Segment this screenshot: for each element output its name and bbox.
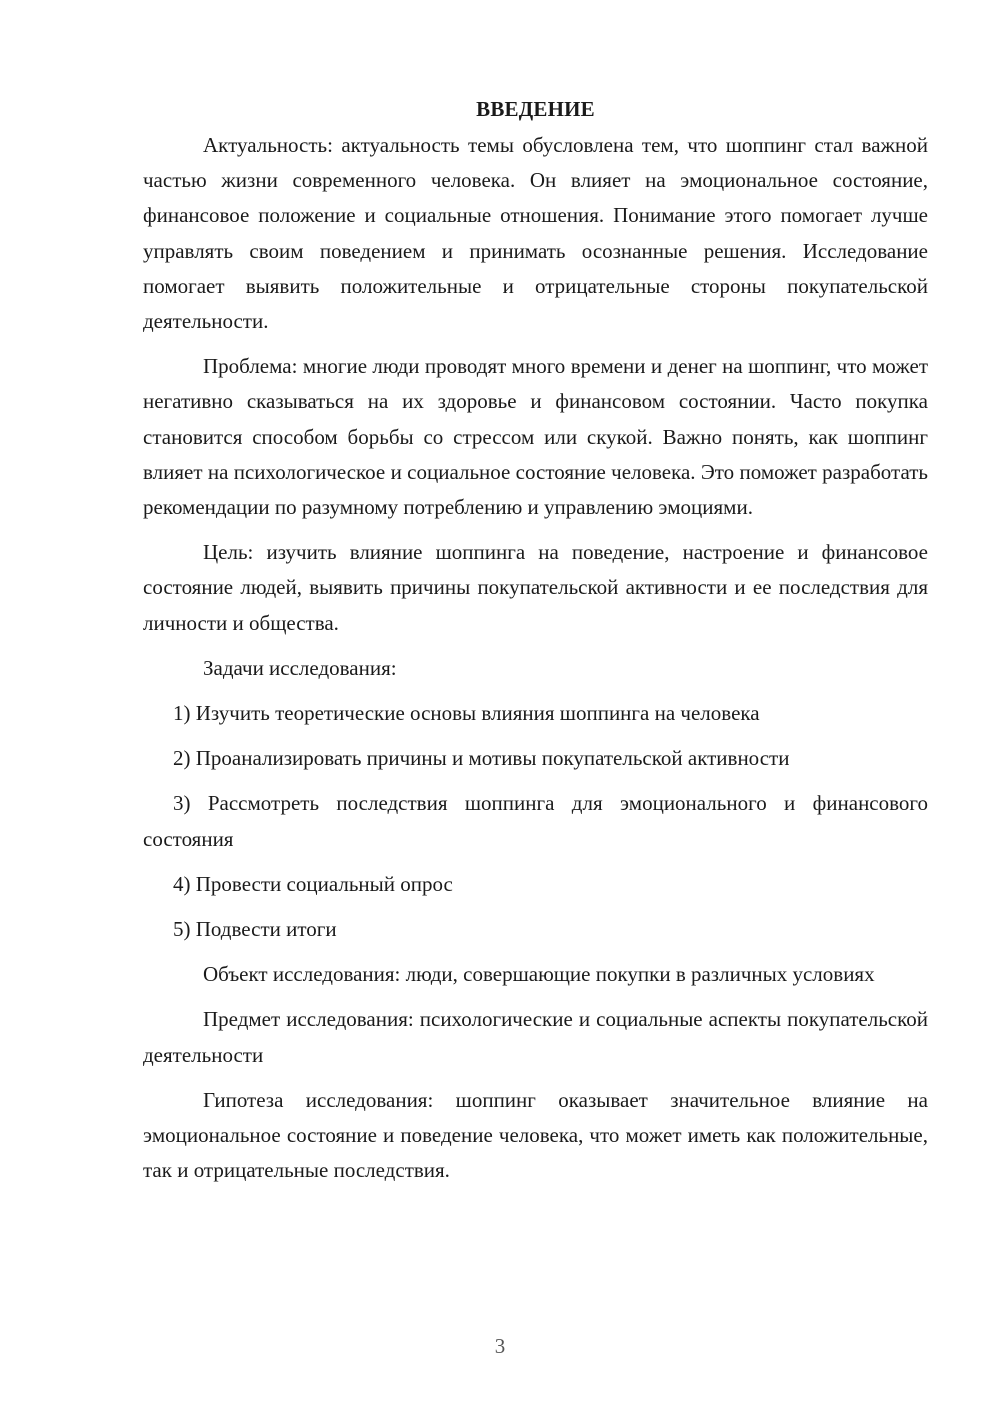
- hypothesis-paragraph: Гипотеза исследования: шоппинг оказывает значительное влияние на эмоциональное состояние и поведение человека, что может иметь как положительные, так и отрицательные последствия.: [143, 1087, 928, 1183]
- problem-paragraph: Проблема: многие люди проводят много времени и денег на шоппинг, что может негативно сказываться на их здоровье и финансовом состоянии. Часто покупка становится способом борьбы со стрессом или скукой. Важно понять, как шоппинг влияет на психологическое и социальное состояние человека. Это поможет разработать рекомендации по разумному потреблению и управлению эмоциями.: [143, 354, 928, 520]
- relevance-paragraph: Актуальность: актуальность темы обусловлена тем, что шоппинг стал важной частью жизни современного человека. Он влияет на эмоциональное состояние, финансовое положение и социальные отношения. Понимание этого помогает лучше управлять своим поведением и принимать осознанные решения. Исследование помогает выявить положительные и отрицательные стороны покупательской деятельности.: [143, 133, 928, 334]
- document-page: [143, 92, 928, 1188]
- task-item-5: 5) Подвести итоги: [173, 917, 337, 942]
- task-item-2: 2) Проанализировать причины и мотивы покупательской активности: [173, 746, 790, 771]
- subject-paragraph: Предмет исследования: психологические и социальные аспекты покупательской деятельности: [143, 1007, 928, 1067]
- section-title: ВВЕДЕНИЕ: [476, 97, 595, 121]
- page-number: 3: [494, 1334, 506, 1358]
- task-item-4: 4) Провести социальный опрос: [173, 871, 453, 896]
- tasks-heading: Задачи исследования:: [203, 655, 397, 680]
- task-item-1: 1) Изучить теоретические основы влияния шоппинга на человека: [173, 701, 760, 726]
- object-paragraph: Объект исследования: люди, совершающие покупки в различных условиях: [203, 962, 875, 987]
- task-item-3: 3) Рассмотреть последствия шоппинга для эмоционального и финансового состояния: [143, 791, 928, 851]
- goal-paragraph: Цель: изучить влияние шоппинга на поведение, настроение и финансовое состояние людей, выявить причины покупательской активности и ее последствия для личности и общества.: [143, 540, 928, 635]
